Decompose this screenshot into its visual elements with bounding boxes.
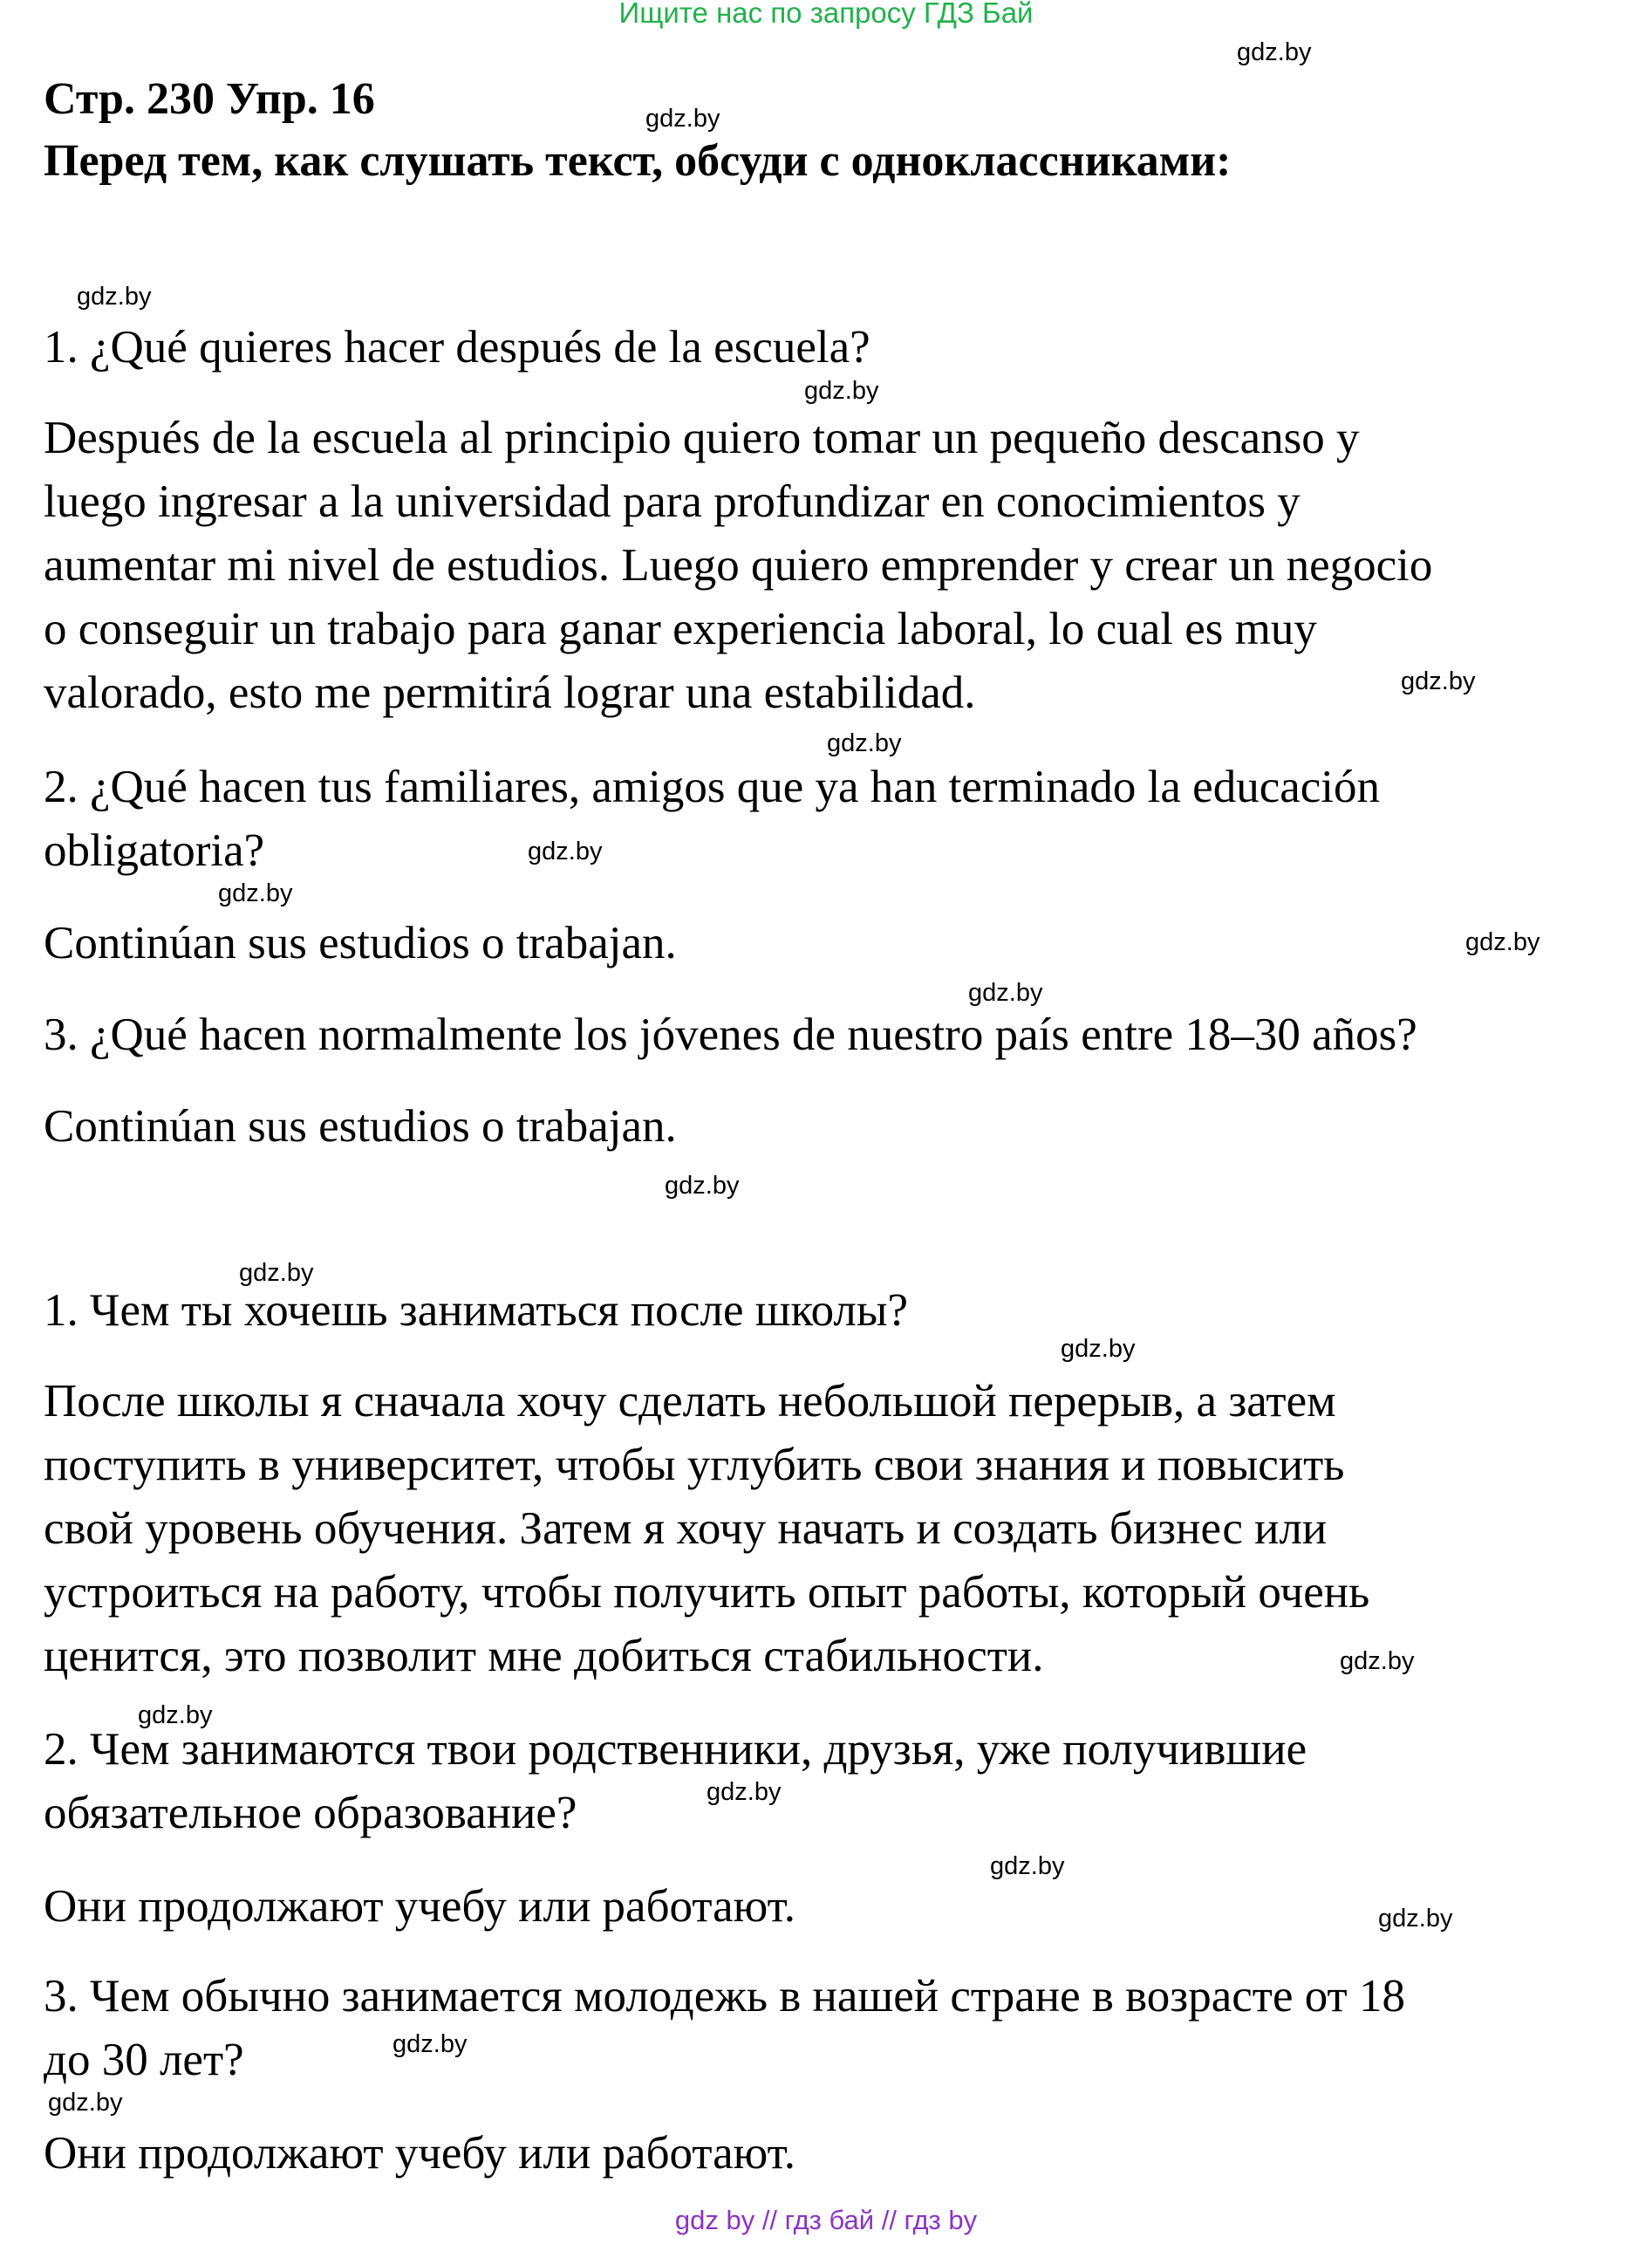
ru-question-3-line: 3. Чем обычно занимается молодежь в нашей стране в возрасте от 18 xyxy=(44,1971,1405,2022)
ru-answer-1-line: ценится, это позволит мне добиться стабильности. xyxy=(44,1631,1044,1681)
watermark: gdz.by xyxy=(804,377,879,405)
ru-answer-2: Они продолжают учебу или работают. xyxy=(44,1881,796,1932)
watermark: gdz.by xyxy=(1465,928,1540,956)
watermark: gdz.by xyxy=(968,979,1043,1007)
footer-links: gdz by // гдз бай // гдз by xyxy=(674,2205,978,2235)
watermark: gdz.by xyxy=(1237,38,1312,66)
watermark: gdz.by xyxy=(1378,1905,1453,1933)
watermark: gdz.by xyxy=(1340,1647,1415,1675)
watermark: gdz.by xyxy=(1401,667,1476,695)
es-question-2-line: 2. ¿Qué hacen tus familiares, amigos que ya han terminado la educación xyxy=(44,762,1381,812)
ru-answer-3: Они продолжают учебу или работают. xyxy=(44,2128,796,2179)
ru-question-1: 1. Чем ты хочешь заниматься после школы? xyxy=(44,1285,908,1336)
search-banner: Ищите нас по запросу ГДЗ Бай xyxy=(618,0,1034,29)
watermark: gdz.by xyxy=(218,879,293,907)
watermark: gdz.by xyxy=(48,2089,123,2117)
watermark: gdz.by xyxy=(77,283,152,311)
ru-question-2 xyxy=(44,1718,1307,1845)
ru-answer-1-line: После школы я сначала хочу сделать небольшой перерыв, а затем xyxy=(44,1376,1336,1426)
watermark: gdz.by xyxy=(827,729,902,757)
es-answer-1-line: aumentar mi nivel de estudios. Luego quiero emprender y crear un negocio xyxy=(44,540,1433,591)
watermark: gdz.by xyxy=(393,2030,468,2058)
es-question-3: 3. ¿Qué hacen normalmente los jóvenes de nuestro país entre 18–30 años? xyxy=(44,1009,1417,1060)
es-question-2 xyxy=(44,756,1380,883)
ru-question-2-line: 2. Чем занимаются твои родственники, друзья, уже получившие xyxy=(44,1724,1307,1775)
es-question-1: 1. ¿Qué quieres hacer después de la escuela? xyxy=(44,322,870,373)
ru-question-2-line: обязательное образование? xyxy=(44,1788,577,1838)
es-answer-1-line: luego ingresar a la universidad para profundizar en conocimientos y xyxy=(44,476,1300,527)
es-question-2-line: obligatoria? xyxy=(44,825,265,876)
instruction-heading: Перед тем, как слушать текст, обсуди с одноклассниками: xyxy=(44,136,1232,186)
page-reference: Стр. 230 Упр. 16 xyxy=(44,74,375,124)
ru-answer-1-line: свой уровень обучения. Затем я хочу начать и создать бизнес или xyxy=(44,1503,1328,1554)
watermark: gdz.by xyxy=(707,1778,782,1806)
watermark: gdz.by xyxy=(1061,1335,1136,1363)
ru-question-3 xyxy=(44,1965,1405,2092)
ru-answer-1-line: устроиться на работу, чтобы получить опыт работы, который очень xyxy=(44,1567,1370,1618)
watermark: gdz.by xyxy=(665,1172,740,1200)
ru-answer-1 xyxy=(44,1370,1369,1688)
es-answer-1 xyxy=(44,407,1432,725)
watermark: gdz.by xyxy=(990,1852,1065,1880)
ru-question-3-line: до 30 лет? xyxy=(44,2035,244,2085)
es-answer-2: Continúan sus estudios o trabajan. xyxy=(44,918,677,968)
watermark: gdz.by xyxy=(239,1259,314,1287)
watermark: gdz.by xyxy=(528,838,603,865)
es-answer-1-line: o conseguir un trabajo para ganar experiencia laboral, lo cual es muy xyxy=(44,604,1317,654)
watermark: gdz.by xyxy=(645,105,720,133)
es-answer-3: Continúan sus estudios o trabajan. xyxy=(44,1101,677,1152)
es-answer-1-line: valorado, esto me permitirá lograr una estabilidad. xyxy=(44,667,976,718)
es-answer-1-line: Después de la escuela al principio quiero tomar un pequeño descanso y xyxy=(44,413,1360,463)
ru-answer-1-line: поступить в университет, чтобы углубить свои знания и повысить xyxy=(44,1440,1345,1490)
watermark: gdz.by xyxy=(138,1701,213,1729)
